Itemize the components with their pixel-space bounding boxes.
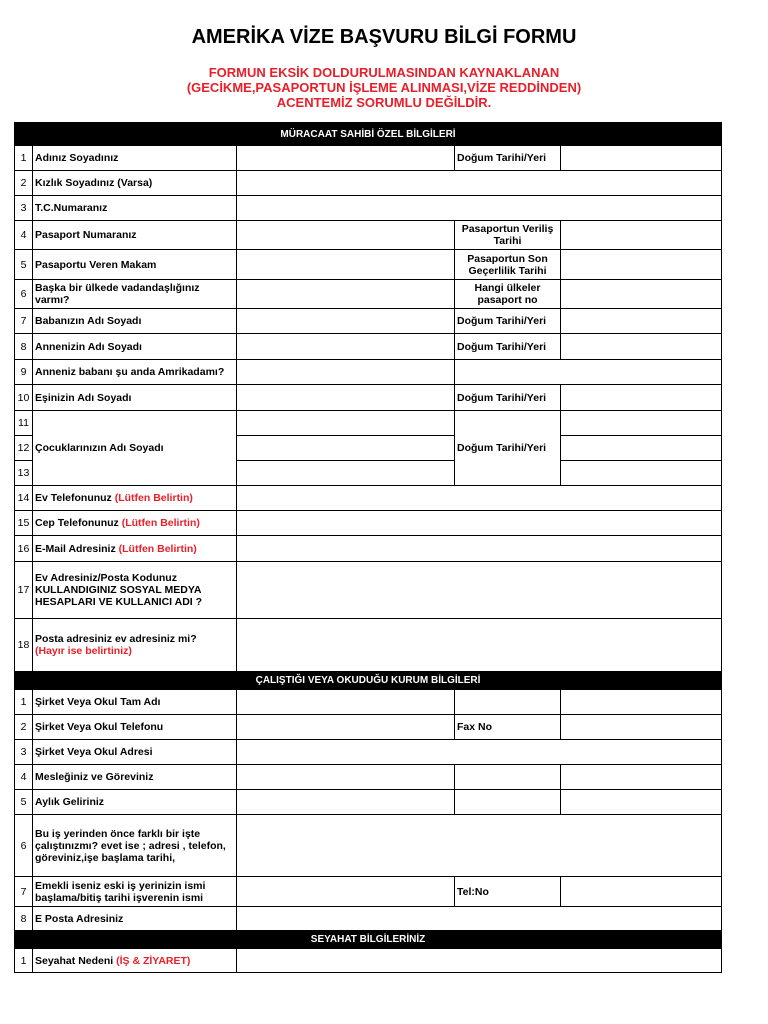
input-cell[interactable] (237, 486, 722, 511)
input-cell[interactable] (561, 250, 722, 280)
visa-form-table (14, 122, 722, 973)
field-label: T.C.Numaranız (33, 196, 237, 221)
row-number: 4 (15, 765, 33, 790)
input-cell[interactable] (237, 360, 455, 385)
input-cell[interactable] (237, 221, 455, 250)
input-cell[interactable] (561, 280, 722, 309)
field-label: Şirket Veya Okul Adresi (33, 740, 237, 765)
row-number: 10 (15, 385, 33, 411)
input-cell[interactable] (237, 309, 455, 334)
input-cell[interactable] (237, 536, 722, 562)
field-label: Pasaportu Veren Makam (33, 250, 237, 280)
input-cell[interactable] (237, 619, 722, 672)
input-cell[interactable] (561, 715, 722, 740)
input-cell[interactable] (561, 690, 722, 715)
input-cell[interactable] (237, 907, 722, 931)
row-number: 18 (15, 619, 33, 672)
row-number: 5 (15, 790, 33, 815)
field-label: Çocuklarınızın Adı Soyadı (33, 411, 237, 486)
input-cell[interactable] (237, 715, 455, 740)
form-title: AMERİKA VİZE BAŞVURU BİLGİ FORMU (191, 26, 577, 48)
input-cell[interactable] (455, 765, 561, 790)
row-number: 7 (15, 309, 33, 334)
input-cell[interactable] (561, 765, 722, 790)
row-number: 5 (15, 250, 33, 280)
input-cell[interactable] (455, 690, 561, 715)
table-row (15, 907, 722, 931)
section-header: MÜRACAAT SAHİBİ ÖZEL BİLGİLERİ (15, 123, 722, 146)
row-number: 3 (15, 196, 33, 221)
section-header: ÇALIŞTIĞI VEYA OKUDUĞU KURUM BİLGİLERİ (15, 672, 722, 690)
field-label-side: Doğum Tarihi/Yeri (455, 385, 561, 411)
input-cell[interactable] (237, 815, 722, 877)
row-number: 14 (15, 486, 33, 511)
table-row (15, 715, 722, 740)
input-cell[interactable] (455, 790, 561, 815)
input-cell[interactable] (237, 740, 722, 765)
table-row (15, 280, 722, 309)
field-label: Aylık Geliriniz (33, 790, 237, 815)
input-cell[interactable] (237, 765, 455, 790)
table-row (15, 196, 722, 221)
row-number: 9 (15, 360, 33, 385)
table-row (15, 765, 722, 790)
section-header: SEYAHAT BİLGİLERİNİZ (15, 931, 722, 949)
field-label: Adınız Soyadınız (33, 146, 237, 171)
row-number: 2 (15, 171, 33, 196)
table-row (15, 309, 722, 334)
row-number: 16 (15, 536, 33, 562)
row-number: 8 (15, 907, 33, 931)
row-number: 3 (15, 740, 33, 765)
input-cell[interactable] (237, 250, 455, 280)
input-cell[interactable] (237, 146, 455, 171)
row-number: 4 (15, 221, 33, 250)
row-number: 15 (15, 511, 33, 536)
field-label: Eşinizin Adı Soyadı (33, 385, 237, 411)
table-row (15, 815, 722, 877)
row-number: 12 (15, 436, 33, 461)
field-label: Seyahat Nedeni (İŞ & ZİYARET) (33, 949, 237, 973)
input-cell[interactable] (561, 436, 722, 461)
field-label: Başka bir ülkede vadandaşlığınız varmı? (33, 280, 237, 309)
row-number: 1 (15, 949, 33, 973)
table-row (15, 221, 722, 250)
table-row (15, 619, 722, 672)
table-row (15, 511, 722, 536)
row-number: 13 (15, 461, 33, 486)
field-label-side: Hangi ülkeler pasaport no (455, 280, 561, 309)
field-label-side: Doğum Tarihi/Yeri (455, 334, 561, 360)
row-number: 7 (15, 877, 33, 907)
table-row (15, 562, 722, 619)
row-number: 1 (15, 690, 33, 715)
field-label-side: Pasaportun Son Geçerlilik Tarihi (455, 250, 561, 280)
table-row (15, 740, 722, 765)
field-label-side: Doğum Tarihi/Yeri (455, 309, 561, 334)
field-label: Anneniz babanı şu anda Amrikadamı? (33, 360, 237, 385)
input-cell[interactable] (561, 877, 722, 907)
field-label: Şirket Veya Okul Tam Adı (33, 690, 237, 715)
table-row (15, 949, 722, 973)
row-number: 1 (15, 146, 33, 171)
input-cell[interactable] (237, 562, 722, 619)
field-label-side: Pasaportun Veriliş Tarihi (455, 221, 561, 250)
field-label: Kızlık Soyadınız (Varsa) (33, 171, 237, 196)
table-row (15, 690, 722, 715)
row-number: 11 (15, 411, 33, 436)
field-label-side: Doğum Tarihi/Yeri (455, 411, 561, 486)
table-row (15, 877, 722, 907)
input-cell[interactable] (237, 511, 722, 536)
table-row (15, 360, 722, 385)
input-cell[interactable] (237, 436, 455, 461)
field-label: E Posta Adresiniz (33, 907, 237, 931)
input-cell[interactable] (237, 411, 455, 436)
input-cell[interactable] (561, 790, 722, 815)
field-label: Cep Telefonunuz (Lütfen Belirtin) (33, 511, 237, 536)
table-row (15, 536, 722, 562)
input-cell[interactable] (237, 790, 455, 815)
row-number: 8 (15, 334, 33, 360)
row-number: 6 (15, 815, 33, 877)
field-label: Mesleğiniz ve Göreviniz (33, 765, 237, 790)
field-label: Annenizin Adı Soyadı (33, 334, 237, 360)
input-cell[interactable] (237, 334, 455, 360)
row-number: 2 (15, 715, 33, 740)
input-cell[interactable] (237, 280, 455, 309)
row-number: 17 (15, 562, 33, 619)
field-label: Bu iş yerinden önce farklı bir işte çalıştınızmı? evet ise ; adresi , telefon, göreviniz,işe başlama tarihi, (33, 815, 237, 877)
input-cell[interactable] (237, 196, 722, 221)
input-cell[interactable] (561, 411, 722, 436)
table-row (15, 411, 722, 436)
field-label: Ev Telefonunuz (Lütfen Belirtin) (33, 486, 237, 511)
input-cell[interactable] (237, 877, 455, 907)
input-cell[interactable] (237, 171, 722, 196)
field-label: Ev Adresiniz/Posta Kodunuz KULLANDIGINIZ SOSYAL MEDYA HESAPLARI VE KULLANICI ADI ? (33, 562, 237, 619)
field-label: Pasaport Numaranız (33, 221, 237, 250)
input-cell[interactable] (561, 146, 722, 171)
field-label: E-Mail Adresiniz (Lütfen Belirtin) (33, 536, 237, 562)
table-row (15, 486, 722, 511)
warning-text: FORMUN EKSİK DOLDURULMASINDAN KAYNAKLANAN (GECİKME,PASAPORTUN İŞLEME ALINMASI,VİZE REDDİNDEN) ACENTEMİZ SORUMLU DEĞİLDİR. (186, 65, 582, 110)
table-row (15, 171, 722, 196)
table-row (15, 334, 722, 360)
field-label: Emekli iseniz eski iş yerinizin ismi başlama/bitiş tarihi işverenin ismi (33, 877, 237, 907)
field-label-side: Tel:No (455, 877, 561, 907)
input-cell[interactable] (561, 309, 722, 334)
input-cell[interactable] (561, 334, 722, 360)
input-cell[interactable] (237, 385, 455, 411)
input-cell[interactable] (561, 385, 722, 411)
field-label: Posta adresiniz ev adresiniz mi? (Hayır ise belirtiniz) (33, 619, 237, 672)
input-cell[interactable] (561, 221, 722, 250)
input-cell[interactable] (561, 461, 722, 486)
field-label: Şirket Veya Okul Telefonu (33, 715, 237, 740)
table-row (15, 146, 722, 171)
table-row (15, 250, 722, 280)
row-number: 6 (15, 280, 33, 309)
table-row (15, 790, 722, 815)
input-cell[interactable] (237, 949, 722, 973)
field-label-side: Doğum Tarihi/Yeri (455, 146, 561, 171)
field-label: Babanızın Adı Soyadı (33, 309, 237, 334)
field-label-side: Fax No (455, 715, 561, 740)
input-cell[interactable] (455, 360, 722, 385)
input-cell[interactable] (237, 461, 455, 486)
table-row (15, 385, 722, 411)
input-cell[interactable] (237, 690, 455, 715)
